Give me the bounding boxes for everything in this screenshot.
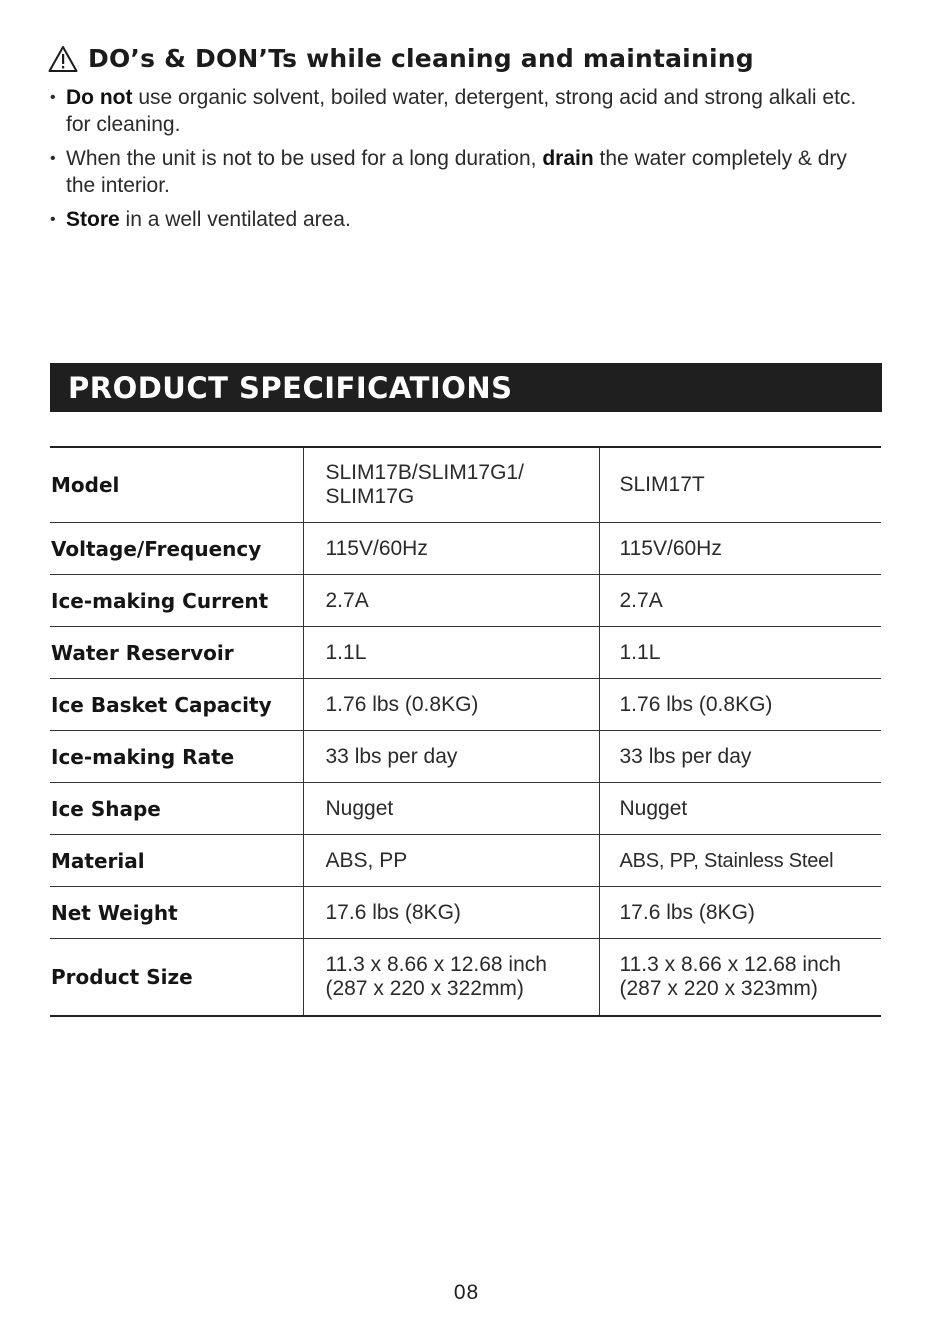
spec-label: Ice-making Current xyxy=(50,575,303,627)
spec-value-col2: Nugget xyxy=(599,783,881,835)
spec-value-col1: 33 lbs per day xyxy=(303,731,599,783)
list-item xyxy=(50,206,870,233)
spec-value-col1: 115V/60Hz xyxy=(303,523,599,575)
spec-label: Ice-making Rate xyxy=(50,731,303,783)
bullet-text: When the unit is not to be used for a long duration, xyxy=(66,147,543,170)
list-item xyxy=(50,84,870,138)
spec-label: Ice Basket Capacity xyxy=(50,679,303,731)
table-row xyxy=(50,627,881,679)
spec-label: Net Weight xyxy=(50,887,303,939)
spec-value-col1: SLIM17B/SLIM17G1/ SLIM17G xyxy=(303,447,599,523)
spec-value-col2 xyxy=(599,939,881,1017)
bullet-emphasis: Do not xyxy=(66,86,133,109)
spec-value-line: (287 x 220 x 323mm) xyxy=(619,977,818,1000)
table-row xyxy=(50,887,881,939)
spec-value-col2: SLIM17T xyxy=(599,447,881,523)
spec-value-col1 xyxy=(303,939,599,1017)
spec-value-col2: ABS, PP, Stainless Steel xyxy=(599,835,881,887)
bullet-emphasis: Store xyxy=(66,208,120,231)
page-number: 08 xyxy=(453,1281,480,1304)
list-item xyxy=(50,145,870,199)
spec-value-col1: ABS, PP xyxy=(303,835,599,887)
spec-value-line: (287 x 220 x 322mm) xyxy=(325,977,524,1000)
specifications-heading: PRODUCT SPECIFICATIONS xyxy=(68,370,513,405)
spec-label: Voltage/Frequency xyxy=(50,523,303,575)
dos-donts-title: DO’s & DON’Ts while cleaning and maintaining xyxy=(88,44,754,73)
spec-value-col1: 1.1L xyxy=(303,627,599,679)
bullet-text: the water completely & dry the interior. xyxy=(66,147,847,197)
table-row xyxy=(50,523,881,575)
dos-donts-heading xyxy=(48,44,754,73)
spec-value-col2: 1.76 lbs (0.8KG) xyxy=(599,679,881,731)
specifications-table xyxy=(50,446,881,1017)
spec-value-col1: 2.7A xyxy=(303,575,599,627)
spec-value-line: 11.3 x 8.66 x 12.68 inch xyxy=(619,953,841,976)
spec-value-col2: 17.6 lbs (8KG) xyxy=(599,887,881,939)
dos-donts-list xyxy=(50,84,870,240)
bullet-text: use organic solvent, boiled water, detergent, strong acid and strong alkali etc. for cleaning. xyxy=(66,86,857,136)
spec-label: Material xyxy=(50,835,303,887)
spec-label: Water Reservoir xyxy=(50,627,303,679)
table-row xyxy=(50,783,881,835)
spec-value-col1: 17.6 lbs (8KG) xyxy=(303,887,599,939)
table-row xyxy=(50,939,881,1017)
spec-label: Model xyxy=(51,473,120,497)
spec-value-col2: 2.7A xyxy=(599,575,881,627)
spec-value-col2: 1.1L xyxy=(599,627,881,679)
table-row xyxy=(50,731,881,783)
specifications-banner xyxy=(50,363,882,412)
spec-value-col2: 33 lbs per day xyxy=(599,731,881,783)
table-row xyxy=(50,835,881,887)
table-row xyxy=(50,447,881,523)
bullet-emphasis: drain xyxy=(542,147,594,170)
spec-value-col1: 1.76 lbs (0.8KG) xyxy=(303,679,599,731)
spec-label: Ice Shape xyxy=(50,783,303,835)
spec-label: Product Size xyxy=(50,939,303,1017)
table-row xyxy=(50,575,881,627)
warning-triangle-icon xyxy=(48,45,78,73)
spec-value-col1: Nugget xyxy=(303,783,599,835)
spec-value-col2: 115V/60Hz xyxy=(599,523,881,575)
spec-value-line: 11.3 x 8.66 x 12.68 inch xyxy=(325,953,547,976)
bullet-text: in a well ventilated area. xyxy=(119,208,351,231)
table-row xyxy=(50,679,881,731)
